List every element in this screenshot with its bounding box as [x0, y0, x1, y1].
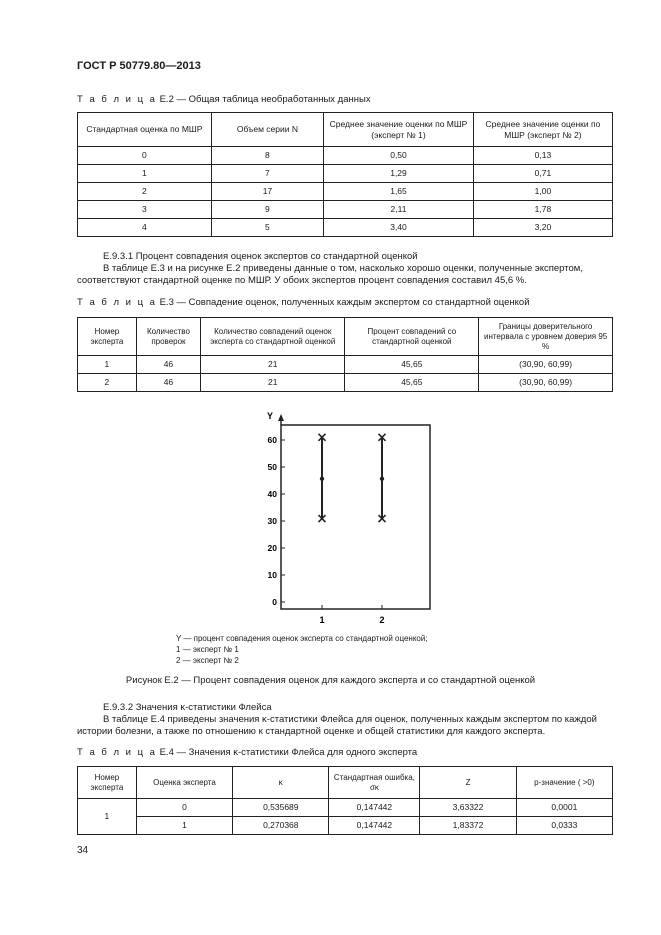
table-cell: 0,270368 — [233, 817, 329, 835]
table-header-cell: Номер эксперта — [78, 767, 137, 799]
table-cell: 8 — [211, 147, 323, 165]
table-cell: 2 — [78, 183, 212, 201]
y-axis-label: Y — [267, 411, 274, 421]
y-tick-label: 0 — [272, 597, 277, 607]
table-row — [78, 374, 613, 392]
y-tick-label: 10 — [267, 570, 277, 580]
table-header-cell: Среднее значение оценки по МШР (эксперт № 1) — [324, 113, 474, 147]
table-cell: 0,0001 — [516, 799, 612, 817]
table-cell: 45,65 — [345, 356, 479, 374]
table-cell: (30,90, 60,99) — [479, 374, 613, 392]
table-header-cell: Количество проверок — [136, 318, 200, 356]
x-tick-label: 1 — [319, 615, 325, 625]
table-cell: 0,147442 — [329, 817, 420, 835]
table-row — [78, 356, 613, 374]
page-number: 34 — [77, 845, 89, 856]
table-cell: 0,71 — [473, 165, 612, 183]
table-cell: 21 — [201, 374, 345, 392]
table-e4-caption-text: Е.4 — Значения κ-статистики Флейса для одного эксперта — [159, 747, 418, 758]
table-e3-caption-label: Т а б л и ц а — [77, 297, 157, 308]
percent-agreement-point — [320, 477, 324, 481]
table-row — [78, 817, 613, 835]
table-cell: 2 — [78, 374, 137, 392]
table-header-cell: Стандартная ошибка, σκ — [329, 767, 420, 799]
table-e4-caption — [77, 747, 417, 758]
table-row — [78, 219, 613, 237]
table-cell: 46 — [136, 356, 200, 374]
table-cell: 7 — [211, 165, 323, 183]
table-row — [78, 183, 613, 201]
table-e2-caption-text: Е.2 — Общая таблица необработанных данных — [159, 94, 371, 105]
y-axis-arrow-head — [278, 414, 284, 421]
table-e3-caption-text: Е.3 — Совпадение оценок, полученных каждым экспертом со стандартной оценкой — [159, 297, 530, 308]
section-e932-body: В таблице Е.4 приведены значения κ-статистики Флейса для оценок, полученных каждым экспертом по каждой истории болезни, а также по отношению к стандартной оценке и общей статистики для каждого эксперта. — [77, 714, 597, 737]
table-cell: 17 — [211, 183, 323, 201]
table-cell: 4 — [78, 219, 212, 237]
table-cell: 5 — [211, 219, 323, 237]
table-cell: 1,29 — [324, 165, 474, 183]
table-cell: 1 — [136, 817, 232, 835]
table-cell: 3,40 — [324, 219, 474, 237]
table-cell: 46 — [136, 374, 200, 392]
table-cell: 3,63322 — [420, 799, 516, 817]
table-cell: 21 — [201, 356, 345, 374]
section-e932-title: Е.9.3.2 Значения κ-статистики Флейса — [103, 702, 272, 713]
table-row — [78, 165, 613, 183]
table-cell: 2,11 — [324, 201, 474, 219]
table-header-cell: Оценка эксперта — [136, 767, 232, 799]
table-cell: 9 — [211, 201, 323, 219]
figure-e2-chart — [255, 405, 440, 630]
table-cell: 45,65 — [345, 374, 479, 392]
table-header-cell: Номер эксперта — [78, 318, 137, 356]
table-cell: 0 — [136, 799, 232, 817]
table-cell: 1,83372 — [420, 817, 516, 835]
x-tick-label: 2 — [379, 615, 385, 625]
table-cell: 0,0333 — [516, 817, 612, 835]
table-row — [78, 201, 613, 219]
table-cell: 0,13 — [473, 147, 612, 165]
y-tick-label: 30 — [267, 516, 277, 526]
section-e931-body: В таблице Е.3 и на рисунке Е.2 приведены данные о том, насколько хорошо оценки, полученные экспертом, соответствуют стандартной оценке по МШР. У обоих экспертов процент совпадения составил 45,6 %. — [77, 263, 583, 286]
table-cell: 0,50 — [324, 147, 474, 165]
table-e2-caption-label: Т а б л и ц а — [77, 94, 157, 105]
legend-item: Y — процент совпадения оценок эксперта со стандартной оценкой; — [176, 634, 428, 643]
plot-frame — [281, 425, 430, 609]
legend-item: 1 — эксперт № 1 — [176, 645, 239, 654]
table-header-cell: Объем серии N — [211, 113, 323, 147]
y-tick-label: 20 — [267, 543, 277, 553]
table-cell: 1,78 — [473, 201, 612, 219]
table-e2-caption — [77, 94, 371, 105]
table-header-cell: Количество совпадений оценок эксперта со стандартной оценкой — [201, 318, 345, 356]
figure-e2-caption: Рисунок Е.2 — Процент совпадения оценок для каждого эксперта и со стандартной оценкой — [125, 675, 536, 686]
table-cell: 0 — [78, 147, 212, 165]
table-e3 — [77, 317, 613, 392]
figure-e2-legend — [176, 633, 576, 666]
table-header-cell: Среднее значение оценки по МШР (эксперт № 2) — [473, 113, 612, 147]
table-header-row — [78, 767, 613, 799]
table-e4-caption-label: Т а б л и ц а — [77, 747, 157, 758]
table-cell: 0,535689 — [233, 799, 329, 817]
table-cell: 3,20 — [473, 219, 612, 237]
table-cell: 1,65 — [324, 183, 474, 201]
y-tick-label: 40 — [267, 489, 277, 499]
percent-agreement-point — [380, 477, 384, 481]
legend-item: 2 — эксперт № 2 — [176, 656, 239, 665]
table-cell: 0,147442 — [329, 799, 420, 817]
table-header-cell: κ — [233, 767, 329, 799]
table-header-cell: Стандартная оценка по МШР — [78, 113, 212, 147]
y-tick-label: 50 — [267, 462, 277, 472]
section-e931-title: Е.9.3.1 Процент совпадения оценок экспертов со стандартной оценкой — [103, 251, 418, 262]
table-cell: 1 — [78, 165, 212, 183]
table-cell: 1,00 — [473, 183, 612, 201]
table-row — [78, 799, 613, 817]
table-cell-expert: 1 — [78, 799, 137, 835]
table-e3-caption — [77, 297, 530, 308]
table-header-row — [78, 113, 613, 147]
table-header-cell: p-значение ( >0) — [516, 767, 612, 799]
table-cell: 3 — [78, 201, 212, 219]
table-e2 — [77, 112, 613, 237]
document-header: ГОСТ Р 50779.80—2013 — [77, 60, 201, 72]
chart-plot-area — [267, 411, 430, 625]
y-tick-label: 60 — [267, 435, 277, 445]
table-cell: (30,90, 60,99) — [479, 356, 613, 374]
table-header-cell: Границы доверительного интервала с уровнем доверия 95 % — [479, 318, 613, 356]
table-header-cell: Z — [420, 767, 516, 799]
table-header-cell: Процент совпадений со стандартной оценкой — [345, 318, 479, 356]
table-header-row — [78, 318, 613, 356]
table-e4 — [77, 766, 613, 835]
table-row — [78, 147, 613, 165]
table-cell: 1 — [78, 356, 137, 374]
